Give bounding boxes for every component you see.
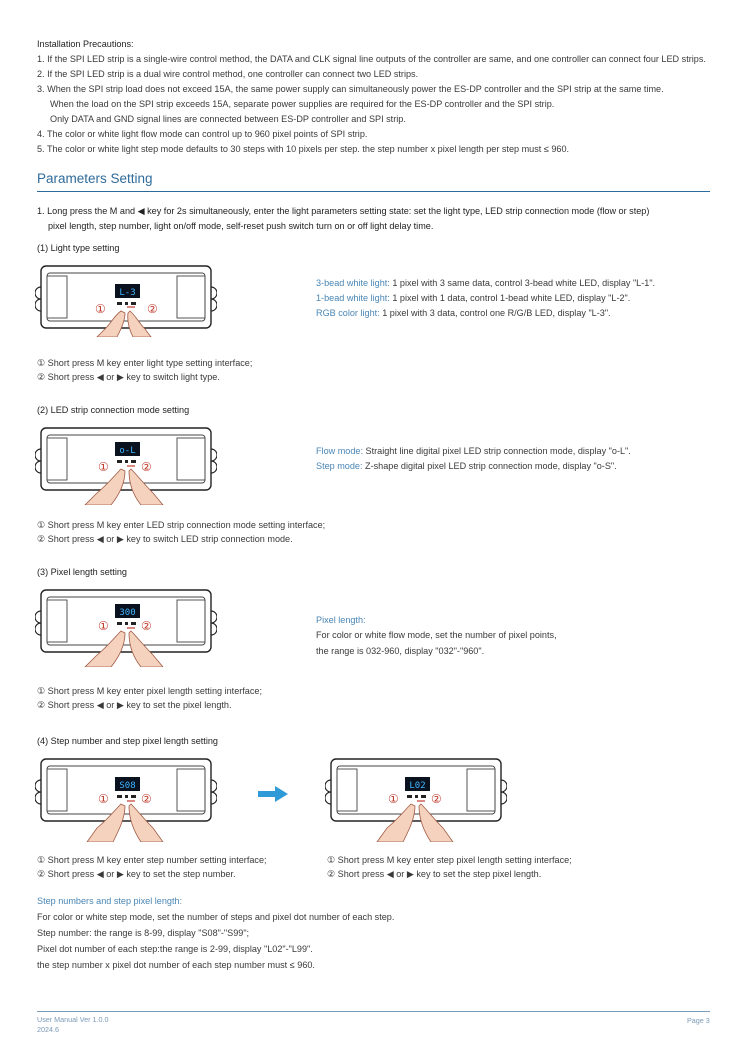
intro-line: 1. Long press the M and ◀ key for 2s simultaneously, enter the light parameters setting state: set the light type, LED strip connection mode (flow or step) — [37, 206, 650, 216]
lcd-value: L-3 — [119, 288, 136, 298]
step-pixel-step: ② Short press ◀ or ▶ key to set the step pixel length. — [327, 869, 542, 879]
step-note-label: Step numbers and step pixel length: — [37, 896, 183, 906]
light-type-note: RGB color light: 1 pixel with 3 data, control one R/G/B LED, display "L-3". — [316, 308, 611, 318]
circle-2-label: ② — [147, 302, 158, 316]
precaution-line: When the load on the SPI strip exceeds 15A, separate power supplies are required for the ES-DP controller and the SPI strip. — [50, 99, 555, 109]
precautions-title: Installation Precautions: — [37, 39, 134, 49]
circle-2-label: ② — [141, 792, 152, 806]
step-note: For color or white step mode, set the number of steps and pixel dot number of each step. — [37, 912, 395, 922]
light-type-step: ② Short press ◀ or ▶ key to switch light type. — [37, 372, 220, 382]
right-arrow-icon — [258, 786, 288, 802]
lcd-value: o-L — [119, 446, 136, 456]
lcd-value: L02 — [409, 781, 426, 791]
footer-page: Page 3 — [687, 1016, 710, 1025]
lcd-value: 300 — [119, 608, 136, 618]
conn-mode-step: ② Short press ◀ or ▶ key to switch LED strip connection mode. — [37, 534, 293, 544]
precaution-line: 1. If the SPI LED strip is a single-wire control method, the DATA and CLK signal line outputs of the controller are same, and one controller can connect four LED strips. — [37, 54, 706, 64]
circle-2-label: ② — [141, 619, 152, 633]
light-type-note: 3-bead white light: 1 pixel with 3 same data, control 3-bead white LED, display "L-1". — [316, 278, 656, 288]
footer-version: User Manual Ver 1.0.0 — [37, 1015, 109, 1024]
light-type-step: ① Short press M key enter light type setting interface; — [37, 358, 253, 368]
controller-illustration — [35, 265, 217, 337]
controller-illustration — [35, 427, 217, 505]
step-note: the step number x pixel dot number of each step number must ≤ 960. — [37, 960, 315, 970]
circle-1-label: ① — [95, 302, 106, 316]
section-rule — [37, 191, 710, 192]
circle-2-label: ② — [141, 460, 152, 474]
intro-line: pixel length, step number, light on/off mode, self-reset push switch turn on or off light delay time. — [48, 221, 434, 231]
light-type-note: 1-bead white light: 1 pixel with 1 data, control 1-bead white LED, display "L-2". — [316, 293, 631, 303]
step-number-heading: (4) Step number and step pixel length setting — [37, 736, 218, 746]
step-note: Step number: the range is 8-99, display "S08"-"S99"; — [37, 928, 250, 938]
step-number-step: ② Short press ◀ or ▶ key to set the step number. — [37, 869, 236, 879]
pixel-length-heading: (3) Pixel length setting — [37, 567, 127, 577]
section-title: Parameters Setting — [37, 171, 153, 186]
controller-illustration — [325, 758, 507, 842]
step-number-step: ① Short press M key enter step number setting interface; — [37, 855, 267, 865]
pixel-length-note: the range is 032-960, display "032"-"960". — [316, 646, 485, 656]
precaution-line: 3. When the SPI strip load does not exceed 15A, the same power supply can simultaneously power the ES-DP controller and the SPI strip at the same time. — [37, 84, 664, 94]
controller-illustration — [35, 589, 217, 667]
conn-mode-note: Step mode: Z-shape digital pixel LED strip connection mode, display "o-S". — [316, 461, 617, 471]
controller-illustration — [35, 758, 217, 842]
circle-1-label: ① — [388, 792, 399, 806]
step-pixel-step: ① Short press M key enter step pixel length setting interface; — [327, 855, 572, 865]
footer-rule — [37, 1011, 710, 1012]
circle-2-label: ② — [431, 792, 442, 806]
conn-mode-note: Flow mode: Straight line digital pixel LED strip connection mode, display "o-L". — [316, 446, 631, 456]
circle-1-label: ① — [98, 792, 109, 806]
footer-date: 2024.6 — [37, 1025, 59, 1034]
pixel-length-note-label: Pixel length: — [316, 615, 366, 625]
precaution-line: 4. The color or white light flow mode can control up to 960 pixel points of SPI strip. — [37, 129, 368, 139]
circle-1-label: ① — [98, 619, 109, 633]
light-type-heading: (1) Light type setting — [37, 243, 120, 253]
circle-1-label: ① — [98, 460, 109, 474]
pixel-length-step: ① Short press M key enter pixel length setting interface; — [37, 686, 262, 696]
lcd-value: S08 — [119, 781, 136, 791]
pixel-length-step: ② Short press ◀ or ▶ key to set the pixel length. — [37, 700, 232, 710]
step-note: Pixel dot number of each step:the range is 2-99, display "L02"-"L99". — [37, 944, 313, 954]
precaution-line: Only DATA and GND signal lines are connected between ES-DP controller and SPI strip. — [50, 114, 406, 124]
precaution-line: 2. If the SPI LED strip is a dual wire control method, one controller can connect two LED strips. — [37, 69, 419, 79]
pixel-length-note: For color or white flow mode, set the number of pixel points, — [316, 630, 557, 640]
conn-mode-step: ① Short press M key enter LED strip connection mode setting interface; — [37, 520, 326, 530]
precaution-line: 5. The color or white light step mode defaults to 30 steps with 10 pixels per step. the step number x pixel length per step must ≤ 960. — [37, 144, 570, 154]
conn-mode-heading: (2) LED strip connection mode setting — [37, 405, 190, 415]
